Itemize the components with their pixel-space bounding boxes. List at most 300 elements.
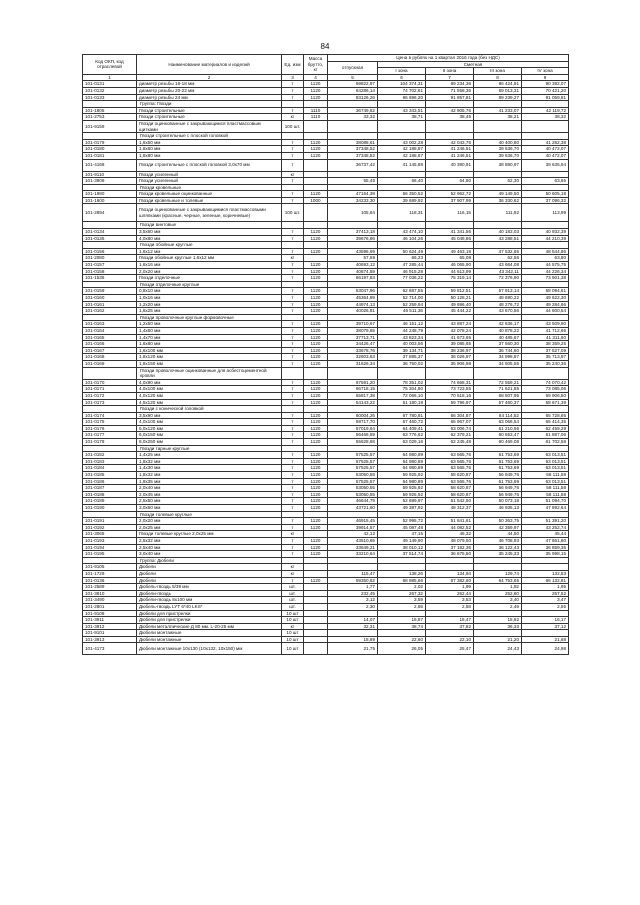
unit-cell: т [282,392,304,399]
code-cell: 101-0183 [83,458,137,465]
zone-2-price-cell: 62 379,21 [426,432,474,439]
table-row [83,432,569,439]
price-table [82,54,569,655]
zone-1-price-cell: 41 145,88 [378,159,426,171]
empty-cell [328,511,378,518]
mass-cell [304,531,328,538]
table-row [83,204,569,222]
empty-cell [378,511,426,518]
zone-1-price-cell: 46 151,12 [378,321,426,328]
unit-cell: т [282,152,304,159]
code-cell: 101-3912 [83,623,137,630]
code-cell: 101-0167 [83,347,137,354]
empty-cell [304,101,328,108]
release-price-cell [328,630,378,637]
table-row [83,191,569,198]
unit-cell: кг [282,564,304,571]
table-row [83,308,569,315]
unit-cell: т [282,321,304,328]
empty-cell [304,133,328,140]
mass-cell [304,178,328,185]
zone-1-price-cell: 43 823,34 [378,334,426,341]
unit-cell: т [282,107,304,114]
code-cell: 101-1805 [83,107,137,114]
release-price-cell: 32,31 [328,623,378,630]
zone-3-price-cell: 37 560,30 [474,341,522,348]
release-price-cell: 57525,57 [328,465,378,472]
zone-4-price-cell: 37 096,32 [522,197,569,204]
empty-cell [304,242,328,249]
code-cell: 101-0134 [83,229,137,236]
code-cell: 101-0165 [83,334,137,341]
zone-1-price-cell: 46 104,26 [378,235,426,242]
code-cell [83,242,137,249]
name-cell: 1,2х50 мм [137,321,282,328]
mass-cell: 1120 [304,262,328,269]
zone-1-price-cell: 61 180,19 [378,399,426,406]
zone-4-price-cell: 41 712,66 [522,327,569,334]
group-title: Гвозди с конической головкой [137,406,282,413]
zone-4-price-cell: 61 887,06 [522,432,569,439]
zone-1-price-cell: 22,60 [378,636,426,643]
zone-4-price-cell: 37,12 [522,623,569,630]
name-cell: 1,2х20 мм [137,301,282,308]
zone-4-price-cell [522,171,569,178]
zone-2-price-cell [426,564,474,571]
zone-3-price-cell: 49 149,50 [474,191,522,198]
table-row [83,419,569,426]
name-cell: 1,8х35 мм [137,478,282,485]
zone-1-price-cell: 49 149,90 [378,537,426,544]
empty-cell [378,242,426,249]
group-header-row [83,445,569,452]
release-price-cell: 40026,81 [328,308,378,315]
zone-2-price-cell: 49 463,18 [426,248,474,255]
code-cell: 101-3065 [83,531,137,538]
code-cell [83,281,137,288]
name-cell: Дюбели [137,577,282,584]
zone-1-price-cell: 38,71 [378,114,426,121]
release-price-cell: 53050,55 [328,472,378,479]
zone-1-price-cell: 78 351,02 [378,379,426,386]
zone-4-price-cell: 43 252,74 [522,524,569,531]
release-price-cell: 45364,89 [328,295,378,302]
empty-cell [282,242,304,249]
mass-cell: 1120 [304,248,328,255]
zone-3-price-cell: 64 753,65 [474,577,522,584]
unit-cell: т [282,452,304,459]
release-price-cell: 54143,22 [328,399,378,406]
unit-cell: шт. [282,584,304,591]
code-cell [83,511,137,518]
release-price-cell: 46915,45 [328,518,378,525]
zone-2-price-cell: 44 613,99 [426,268,474,275]
mass-cell: 1120 [304,81,328,88]
release-price-cell: 37348,52 [328,146,378,153]
zone-2-price-cell: 66 304,87 [426,412,474,419]
empty-cell [378,314,426,321]
zone-1-price-cell: 64 980,89 [378,452,426,459]
zone-3-price-cell: 46 935,13 [474,505,522,512]
zone-2-price-cell: 51 542,50 [426,498,474,505]
zone-4-price-cell: 37 527,09 [522,347,569,354]
release-price-cell: 3,12 [328,597,378,604]
mass-cell: 1120 [304,524,328,531]
mass-cell: 1120 [304,341,328,348]
zone-3-price-cell: 42 359,97 [474,524,522,531]
name-cell: 1,8х150 мм [137,360,282,367]
code-cell: 101-0177 [83,432,137,439]
mass-cell: 1120 [304,235,328,242]
code-cell: 101-3810 [83,590,137,597]
group-title: Гвозди строительные с плоской головкой [137,133,282,140]
zone-3-price-cell [474,120,522,132]
name-cell: 1,6х16 мм [137,262,282,269]
release-price-cell: 53047,96 [328,288,378,295]
code-cell: 101-0173 [83,399,137,406]
mass-cell [304,564,328,571]
empty-cell [474,445,522,452]
release-price-cell: 55,45 [328,178,378,185]
zone-1-price-cell: 39 689,92 [378,197,426,204]
zone-3-price-cell [474,171,522,178]
empty-cell [328,445,378,452]
zone-1-price-cell: 138,26 [378,570,426,577]
release-price-cell: 55628,68 [328,439,378,446]
code-cell: 101-0171 [83,386,137,393]
column-number: 7 [426,74,474,81]
unit-cell: т [282,544,304,551]
zone-3-price-cell: 34 505,55 [474,360,522,367]
release-price-cell: 60004,26 [328,412,378,419]
mass-cell: 1110 [304,107,328,114]
unit-cell: т [282,439,304,446]
zone-2-price-cell: 62 245,48 [426,439,474,446]
group-title: Гвозди тарные круглые [137,445,282,452]
group-header-row [83,511,569,518]
zone-1-price-cell [378,630,426,637]
group-title: Гвозди отделочные круглые [137,281,282,288]
code-cell: 101-1729 [83,570,137,577]
zone-4-price-cell: 40 472,07 [522,146,569,153]
zone-2-price-cell: 64,80 [426,178,474,185]
mass-cell: 1120 [304,152,328,159]
release-price-cell: 33210,64 [328,551,378,558]
name-cell: 3,5х60 мм [137,229,282,236]
zone-2-price-cell: 46,32 [426,531,474,538]
name-cell: 2,0х20 мм [137,518,282,525]
zone-2-price-cell: 52 962,72 [426,191,474,198]
table-row [83,341,569,348]
empty-cell [282,133,304,140]
code-cell: 101-0162 [83,308,137,315]
mass-cell: 1120 [304,379,328,386]
name-cell: 1,6х12 мм [137,248,282,255]
zone-1-price-cell: 267,32 [378,590,426,597]
code-cell: 101-3911 [83,617,137,624]
empty-cell [378,281,426,288]
unit-cell: т [282,386,304,393]
release-price-cell: 56466,59 [328,432,378,439]
name-cell: 4,0х80 мм [137,235,282,242]
zone-4-price-cell: 16,17 [522,617,569,624]
group-header-row [83,557,569,564]
table-row [83,577,569,584]
unit-cell: т [282,81,304,88]
zone-1-price-cell: 96 696,20 [378,94,426,101]
zone-3-price-cell: 61 753,69 [474,458,522,465]
zone-3-price-cell: 56 949,76 [474,491,522,498]
zone-2-price-cell: 65 967,07 [426,419,474,426]
zone-1-price-cell: 59 925,92 [378,491,426,498]
code-cell: 101-0186 [83,478,137,485]
zone-2-price-cell: 38 236,97 [426,347,474,354]
table-row [83,386,569,393]
name-cell: Гвозди строительные с плоской головкой 3,0х70 мм [137,159,282,171]
release-price-cell: 33,32 [328,114,378,121]
zone-1-price-cell: 45 087,48 [378,524,426,531]
code-cell: 101-0136 [83,577,137,584]
zone-1-price-cell [378,610,426,617]
group-header-row [83,367,569,379]
unit-cell: т [282,505,304,512]
zone-1-price-cell: 46 915,28 [378,268,426,275]
mass-cell: 1120 [304,268,328,275]
release-price-cell [328,171,378,178]
code-cell: 101-0166 [83,341,137,348]
header-unit: Ед. изм [282,55,304,75]
mass-cell: 1120 [304,425,328,432]
zone-4-price-cell: 51 391,20 [522,518,569,525]
mass-cell: 1120 [304,399,328,406]
zone-4-price-cell: 63,65 [522,178,569,185]
table-row [83,531,569,538]
zone-3-price-cell: 86 424,91 [474,81,522,88]
code-cell: 101-2753 [83,114,137,121]
mass-cell [304,636,328,643]
name-cell: Дюбель-гвоздь 5/39 мм [137,584,282,591]
table-row [83,518,569,525]
name-cell: Гвозди толевые круглые 2,0х25 мм [137,531,282,538]
header-price-title: Цена в рублях на 1 квартал 2016 года (без НДС) [328,55,569,62]
empty-cell [328,314,378,321]
zone-3-price-cell: 43 288,51 [474,235,522,242]
unit-cell: т [282,465,304,472]
table-row [83,262,569,269]
zone-2-price-cell: 40 390,91 [426,159,474,171]
mass-cell [304,204,328,222]
table-row [83,537,569,544]
zone-3-price-cell: 41 233,07 [474,107,522,114]
zone-3-price-cell: 57 913,14 [474,288,522,295]
unit-cell: т [282,379,304,386]
zone-4-price-cell: 24,98 [522,643,569,655]
zone-1-price-cell: 2,65 [378,603,426,610]
zone-4-price-cell: 44 226,34 [522,268,569,275]
zone-1-price-cell: 66,40 [378,178,426,185]
mass-cell [304,584,328,591]
release-price-cell: 37713,71 [328,334,378,341]
unit-cell: кг [282,570,304,577]
name-cell: Дюбели монтажные [137,636,282,643]
code-cell: 101-0181 [83,152,137,159]
unit-cell: т [282,295,304,302]
unit-cell: т [282,551,304,558]
mass-cell: 1120 [304,412,328,419]
code-cell [83,133,137,140]
table-row [83,360,569,367]
name-cell: 1,8х60 мм [137,146,282,153]
code-cell: 101-4168 [83,159,137,171]
unit-cell: 10 шт [282,617,304,624]
zone-3-price-cell: 36 122,43 [474,544,522,551]
zone-4-price-cell: 45,44 [522,531,569,538]
zone-4-price-cell: 49 284,66 [522,301,569,308]
zone-2-price-cell: 41 341,56 [426,229,474,236]
zone-4-price-cell: 58 111,58 [522,485,569,492]
zone-3-price-cell: 48 276,72 [474,301,522,308]
zone-1-price-cell: 62 687,55 [378,288,426,295]
table-row [83,197,569,204]
code-cell: 101-2080 [83,255,137,262]
empty-cell [522,242,569,249]
empty-cell [426,557,474,564]
empty-cell [522,222,569,229]
code-cell: 101-0174 [83,412,137,419]
empty-cell [304,222,328,229]
zone-2-price-cell: 22,10 [426,636,474,643]
zone-3-price-cell: 36,33 [474,623,522,630]
code-cell [83,314,137,321]
table-row [83,551,569,558]
zone-2-price-cell: 73 723,55 [426,386,474,393]
release-price-cell: 44974,13 [328,301,378,308]
mass-cell [304,630,328,637]
zone-2-price-cell: 71 558,36 [426,87,474,94]
name-cell: 1,6х80 мм [137,341,282,348]
table-row [83,544,569,551]
zone-1-price-cell: 52 995,72 [378,518,426,525]
zone-1-price-cell: 3,59 [378,597,426,604]
group-header-row [83,406,569,413]
mass-cell: 1120 [304,465,328,472]
name-cell: Гвозди усиленный [137,171,282,178]
zone-2-price-cell: 48 312,37 [426,505,474,512]
zone-4-price-cell: 70 421,20 [522,87,569,94]
release-price-cell: 67591,20 [328,379,378,386]
unit-cell: т [282,327,304,334]
mass-cell: 1120 [304,458,328,465]
empty-cell [282,314,304,321]
table-row [83,465,569,472]
code-cell: 101-0164 [83,327,137,334]
unit-cell: т [282,197,304,204]
empty-cell [522,184,569,191]
name-cell: Гвозди оцинкованные с закрывающимся пластмассовым щитками [137,120,282,132]
unit-cell: 10 шт [282,643,304,655]
zone-1-price-cell: 104 374,31 [378,81,426,88]
column-number: 6 [378,74,426,81]
empty-cell [426,101,474,108]
release-price-cell: 31626,34 [328,360,378,367]
group-header-row [83,222,569,229]
unit-cell: т [282,472,304,479]
code-cell: 101-4173 [83,643,137,655]
unit-cell: 100 шт. [282,204,304,222]
mass-cell [304,159,328,171]
zone-4-price-cell: 69 906,50 [522,392,569,399]
mass-cell [304,171,328,178]
table-row [83,87,569,94]
code-cell: 101-0189 [83,498,137,505]
zone-3-price-cell [474,630,522,637]
empty-cell [304,367,328,379]
name-cell: Дюбели металлические Д 80 мм. L-20-25 мм [137,623,282,630]
name-cell: 1,6х25 мм [137,308,282,315]
zone-3-price-cell: 40 183,03 [474,229,522,236]
group-title: Гвозди обойные круглые [137,242,282,249]
zone-1-price-cell: 44 248,79 [378,327,426,334]
zone-2-price-cell: 262,44 [426,590,474,597]
zone-4-price-cell: 40 932,39 [522,229,569,236]
name-cell: 4,0х90 мм [137,379,282,386]
zone-3-price-cell: 69 013,31 [474,87,522,94]
mass-cell [304,255,328,262]
zone-4-price-cell: 42 119,72 [522,107,569,114]
release-price-cell: 42,12 [328,531,378,538]
zone-2-price-cell: 42 905,76 [426,107,474,114]
table-row [83,107,569,114]
group-title: Гвозди толевые круглые [137,511,282,518]
unit-cell: т [282,248,304,255]
unit-cell: т [282,524,304,531]
zone-2-price-cell: 37,82 [426,623,474,630]
mass-cell: 1120 [304,321,328,328]
table-row [83,347,569,354]
zone-2-price-cell: 74 668,31 [426,379,474,386]
table-row [83,321,569,328]
code-cell: 101-0157 [83,262,137,269]
code-cell: 101-0193 [83,537,137,544]
name-cell: Гвозди усиленный [137,178,282,185]
empty-cell [426,281,474,288]
mass-cell: 1120 [304,347,328,354]
release-price-cell: 37348,52 [328,152,378,159]
name-cell: 4,0х120 мм [137,392,282,399]
empty-cell [522,314,569,321]
zone-1-price-cell [378,120,426,132]
table-row [83,139,569,146]
header-release-price: отпускная [328,61,378,74]
table-row [83,229,569,236]
zone-3-price-cell: 21,20 [474,636,522,643]
unit-cell: т [282,425,304,432]
empty-cell [304,445,328,452]
zone-4-price-cell: 58 094,61 [522,288,569,295]
zone-4-price-cell: 39 635,94 [522,159,569,171]
zone-2-price-cell [426,630,474,637]
name-cell: 1,4х30 мм [137,465,282,472]
zone-4-price-cell: 38,32 [522,114,569,121]
name-cell: Гвозди кровельные оцинкованные [137,191,282,198]
release-price-cell: 47164,38 [328,191,378,198]
zone-4-price-cell: 58 111,58 [522,472,569,479]
empty-cell [378,557,426,564]
zone-2-price-cell: 2,58 [426,603,474,610]
mass-cell [304,120,328,132]
mass-cell: 1120 [304,308,328,315]
zone-4-price-cell [522,630,569,637]
